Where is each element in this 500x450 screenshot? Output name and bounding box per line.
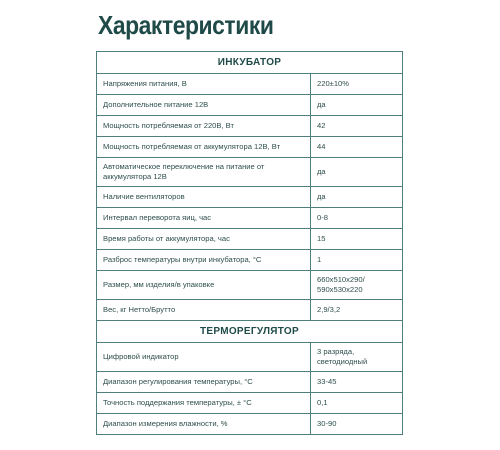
spec-label: Вес, кг Нетто/Брутто bbox=[97, 300, 311, 321]
table-row bbox=[97, 393, 403, 414]
spec-label: Разброс температуры внутри инкубатора, °С bbox=[97, 250, 311, 271]
spec-value: 220±10% bbox=[311, 74, 403, 95]
table-row bbox=[97, 414, 403, 435]
table-row bbox=[97, 300, 403, 321]
spec-label: Напряжения питания, В bbox=[97, 74, 311, 95]
spec-label: Интервал переворота яиц, час bbox=[97, 208, 311, 229]
spec-label: Время работы от аккумулятора, час bbox=[97, 229, 311, 250]
table-row bbox=[97, 208, 403, 229]
section-heading-thermoregulator: ТЕРМОРЕГУЛЯТОР bbox=[97, 321, 403, 343]
section-header-row bbox=[97, 52, 403, 74]
spec-label: Диапазон измерения влажности, % bbox=[97, 414, 311, 435]
spec-value: 660x510x290/ 590x530x220 bbox=[311, 271, 403, 300]
table-row bbox=[97, 187, 403, 208]
section-heading-incubator: ИНКУБАТОР bbox=[97, 52, 403, 74]
spec-value: 0,1 bbox=[311, 393, 403, 414]
table-row bbox=[97, 229, 403, 250]
table-row bbox=[97, 74, 403, 95]
table-row bbox=[97, 250, 403, 271]
spec-label: Мощность потребляемая от аккумулятора 12В, Вт bbox=[97, 137, 311, 158]
spec-label: Автоматическое переключение на питание от аккумулятора 12В bbox=[97, 158, 311, 187]
spec-value: да bbox=[311, 187, 403, 208]
spec-label: Диапазон регулирования температуры, °С bbox=[97, 372, 311, 393]
spec-value: да bbox=[311, 95, 403, 116]
spec-value: 44 bbox=[311, 137, 403, 158]
spec-label: Наличие вентиляторов bbox=[97, 187, 311, 208]
table-row bbox=[97, 271, 403, 300]
table-row bbox=[97, 372, 403, 393]
spec-value: 2,9/3,2 bbox=[311, 300, 403, 321]
page-title: Характеристики bbox=[98, 10, 274, 40]
table-row bbox=[97, 158, 403, 187]
table-row bbox=[97, 343, 403, 372]
spec-value: 0-8 bbox=[311, 208, 403, 229]
spec-label: Дополнительное питание 12В bbox=[97, 95, 311, 116]
spec-label: Размер, мм изделия/в упаковке bbox=[97, 271, 311, 300]
spec-value: 1 bbox=[311, 250, 403, 271]
table-row bbox=[97, 116, 403, 137]
spec-value: 15 bbox=[311, 229, 403, 250]
spec-value: 30-90 bbox=[311, 414, 403, 435]
table-row bbox=[97, 95, 403, 116]
section-header-row bbox=[97, 321, 403, 343]
spec-label: Мощность потребляемая от 220В, Вт bbox=[97, 116, 311, 137]
specs-table bbox=[96, 51, 403, 435]
spec-value: 3 разряда, светодиодный bbox=[311, 343, 403, 372]
spec-label: Точность поддержания температуры, ± °С bbox=[97, 393, 311, 414]
spec-value: 33-45 bbox=[311, 372, 403, 393]
table-row bbox=[97, 137, 403, 158]
spec-label: Цифровой индикатор bbox=[97, 343, 311, 372]
spec-value: да bbox=[311, 158, 403, 187]
spec-value: 42 bbox=[311, 116, 403, 137]
